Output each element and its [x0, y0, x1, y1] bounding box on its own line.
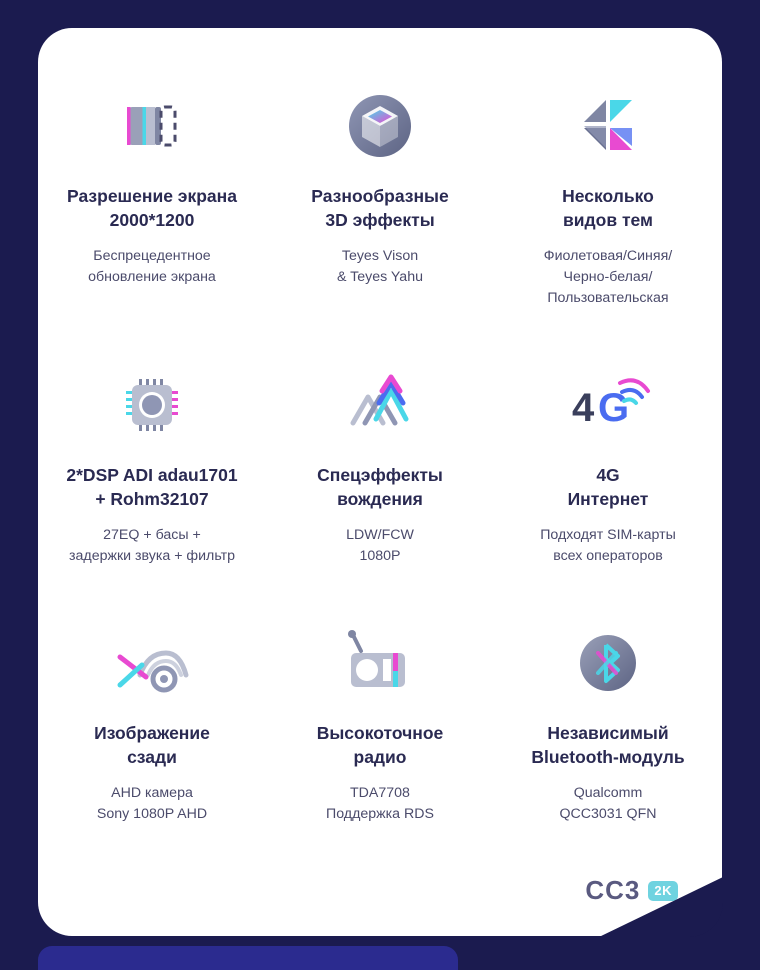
svg-text:4: 4 [572, 385, 595, 430]
feature-subtitle: AHD камера Sony 1080P AHD [96, 785, 208, 823]
feature-title: Независимый Bluetooth-модуль [531, 722, 685, 768]
feature-subtitle: LDW/FCW 1080P [346, 527, 414, 565]
feature-title: 2*DSP ADI adau1701 + Rohm32107 [66, 464, 238, 510]
feature-title: 4G Интернет [567, 464, 649, 510]
feature-item [494, 609, 722, 825]
feature-title: Высокоточное радио [316, 722, 444, 768]
feature-subtitle: Qualcomm QCC3031 QFN [559, 785, 657, 823]
brand-logo [585, 875, 678, 906]
feature-title: Несколько видов тем [562, 186, 654, 231]
feature-subtitle: Подходят SIM-карты всех операторов [540, 527, 676, 565]
feature-title: Спецэффекты вождения [317, 464, 443, 510]
feature-title: Изображение сзади [94, 722, 210, 768]
3d-cube-icon [340, 72, 420, 180]
feature-subtitle: Teyes Vison & Teyes Yahu [337, 248, 423, 286]
feature-title: Разрешение экрана 2000*1200 [67, 186, 237, 231]
brand-name: CC3 [585, 875, 641, 905]
feature-item [266, 609, 494, 825]
feature-item [38, 72, 266, 309]
feature-item [266, 72, 494, 309]
screen-resolution-icon [112, 72, 192, 180]
feature-title: Разнообразные 3D эффекты [311, 186, 449, 231]
feature-item [38, 351, 266, 567]
feature-subtitle: 27EQ + басы + задержки звука + фильтр [69, 527, 235, 565]
brand-badge: 2K [648, 881, 678, 901]
rear-view-camera-icon [102, 609, 202, 717]
bluetooth-icon [568, 609, 648, 717]
feature-item [494, 351, 722, 567]
svg-text:G: G [598, 385, 630, 430]
dsp-chip-icon [112, 351, 192, 459]
radio-icon [335, 609, 425, 717]
feature-item [38, 609, 266, 825]
feature-subtitle: TDA7708 Поддержка RDS [326, 785, 434, 823]
feature-subtitle: Фиолетовая/Синяя/ Черно-белая/ Пользовательская [543, 248, 673, 307]
feature-grid [38, 72, 722, 825]
themes-icon [568, 72, 648, 180]
feature-item [266, 351, 494, 567]
4g-signal-icon [558, 351, 658, 459]
feature-item [494, 72, 722, 309]
driving-effects-icon [335, 351, 425, 459]
feature-card [38, 28, 722, 936]
bottom-panel [38, 946, 458, 970]
feature-subtitle: Беспрецедентное обновление экрана [88, 248, 216, 286]
